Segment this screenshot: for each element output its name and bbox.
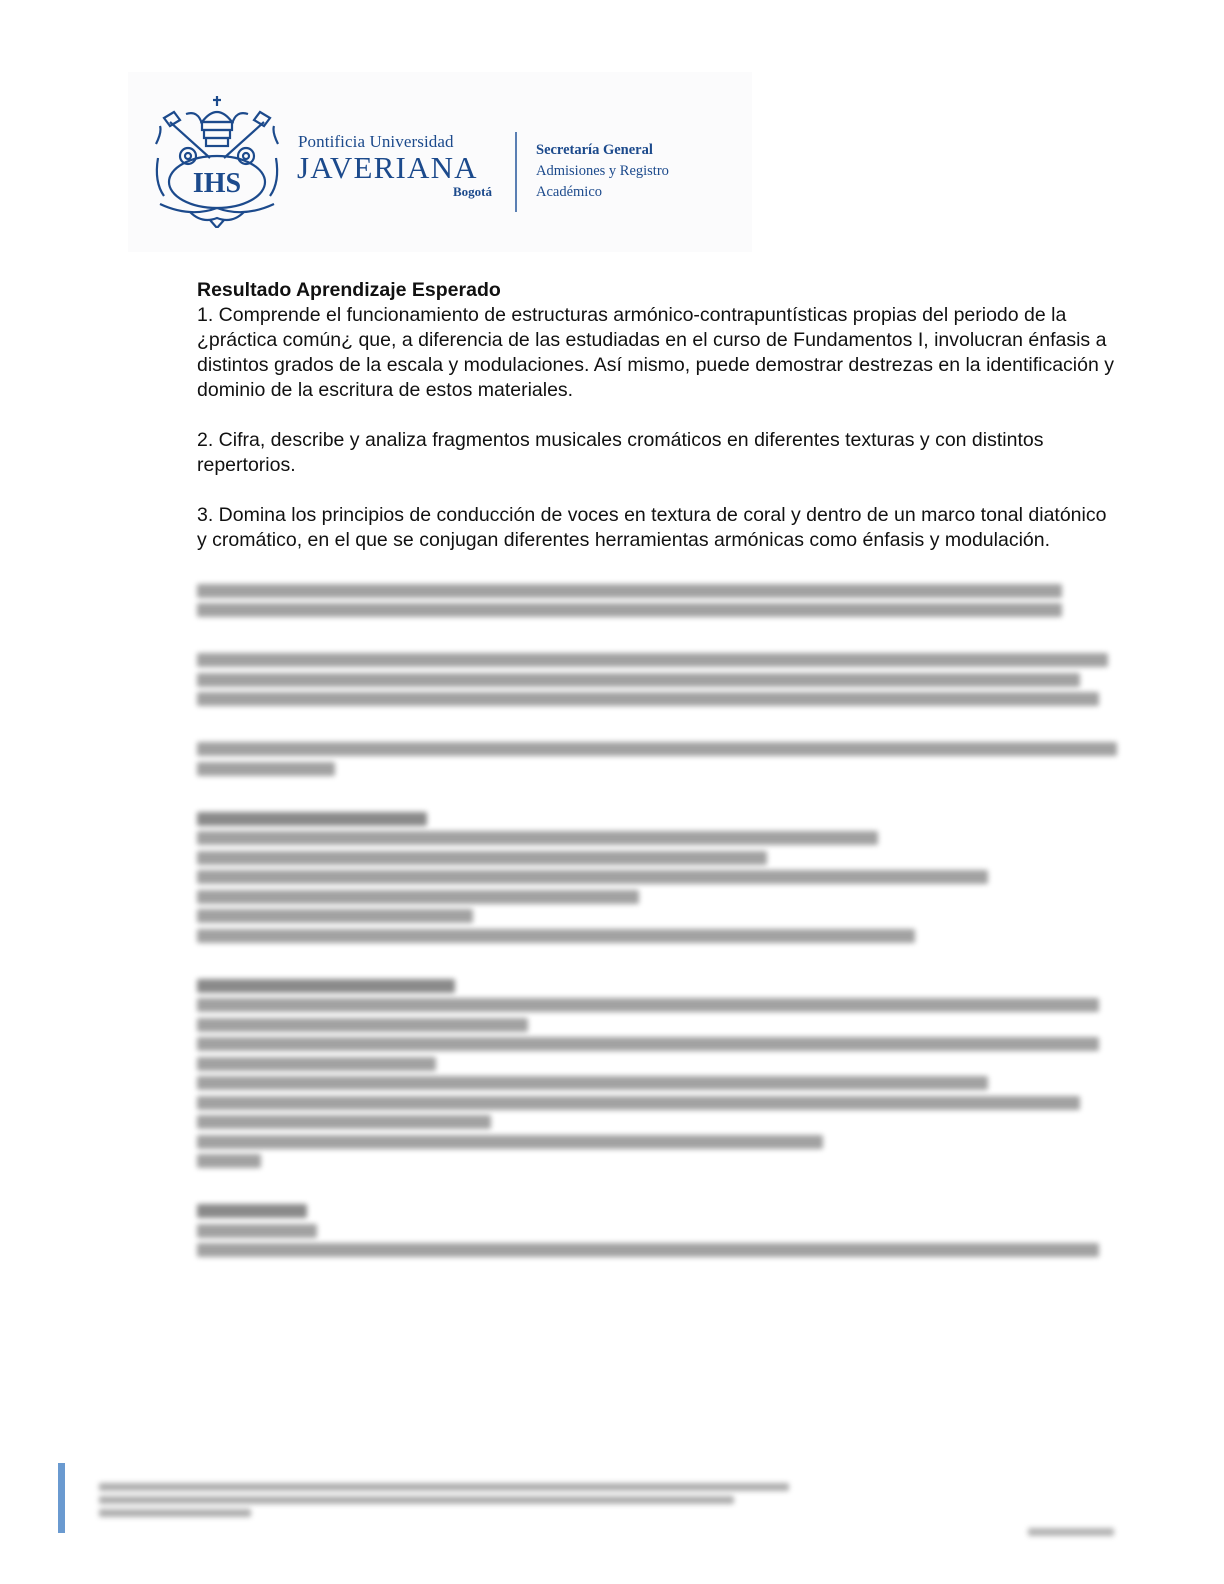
crest-monogram: IHS bbox=[192, 168, 242, 199]
learning-outcome-1: 1. Comprende el funcionamiento de estructuras armónico-contrapuntísticas propias del periodo de la ¿práctica común¿ que, a diferencia de las estudiadas en el curso de Fundamentos I, involucran énfasis a distintos grados de la escala y modulaciones. Así mismo, puede demostrar destrezas en la identificación y dominio de la escritura de estos materiales. bbox=[197, 304, 1114, 401]
header-logo bbox=[128, 72, 752, 252]
university-name bbox=[298, 132, 498, 200]
redacted-section bbox=[197, 979, 1117, 1169]
redacted-content bbox=[197, 584, 1117, 1258]
university-line1: Pontificia Universidad bbox=[298, 132, 454, 151]
office-name bbox=[536, 140, 669, 203]
page-number-redacted bbox=[1028, 1528, 1114, 1536]
footer-accent-bar bbox=[58, 1463, 65, 1533]
section-title: Resultado Aprendizaje Esperado bbox=[197, 279, 501, 301]
university-line2: JAVERIANA bbox=[297, 150, 478, 185]
redacted-section bbox=[197, 1204, 1117, 1257]
learning-outcome-2: 2. Cifra, describe y analiza fragmentos musicales cromáticos en diferentes texturas y con distintos repertorios. bbox=[197, 429, 1044, 476]
logo-divider bbox=[515, 132, 517, 212]
redacted-section bbox=[197, 812, 1117, 943]
university-city: Bogotá bbox=[453, 184, 492, 199]
redacted-paragraph bbox=[197, 653, 1117, 706]
ihs-crest-icon bbox=[150, 92, 284, 228]
document-body bbox=[197, 278, 1117, 1263]
office-line2: Admisiones y Registro bbox=[536, 163, 669, 179]
office-line3: Académico bbox=[536, 184, 603, 200]
office-line1: Secretaría General bbox=[536, 142, 653, 158]
learning-outcome-3: 3. Domina los principios de conducción de voces en textura de coral y dentro de un marco tonal diatónico y cromático, en el que se conjugan diferentes herramientas armónicas como énfasis y modulación. bbox=[197, 504, 1107, 551]
redacted-paragraph bbox=[197, 584, 1117, 618]
redacted-paragraph bbox=[197, 742, 1117, 776]
footer-redacted-text bbox=[99, 1478, 789, 1522]
